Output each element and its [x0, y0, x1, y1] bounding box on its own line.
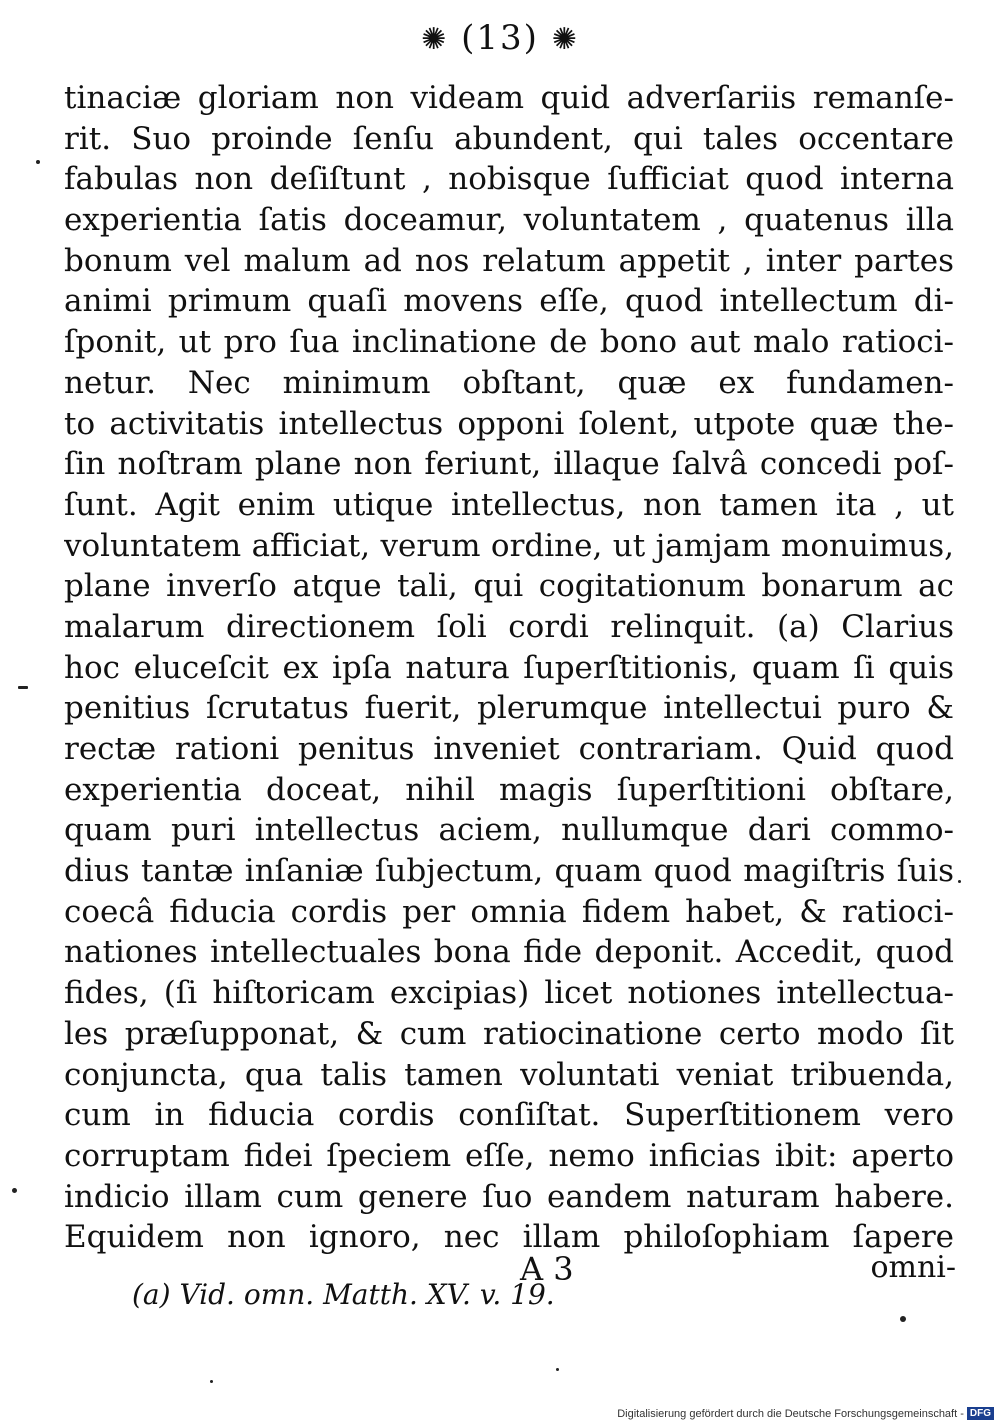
digitization-credit — [617, 1407, 994, 1420]
text-line: ſponit, ut pro ſua inclinatione de bono aut malo ratioci- — [64, 324, 954, 361]
text-line: Equidem non ignoro, nec illam philoſophiam ſapere — [64, 1219, 954, 1256]
text-line: plane inverſo atque tali, qui cogitationum bonarum ac — [64, 568, 954, 605]
text-line: quam puri intellectus aciem, nullumque dari commo- — [64, 812, 954, 849]
text-line: tinaciæ gloriam non videam quid adverſariis remanſe- — [64, 80, 954, 116]
scan-speck — [36, 160, 40, 164]
scan-speck — [556, 1368, 559, 1371]
text-line: conjuncta, qua talis tamen voluntati veniat tribuenda, — [64, 1056, 954, 1093]
body-text — [64, 78, 954, 1258]
scan-speck — [958, 880, 961, 883]
text-line: malarum directionem ſoli cordi relinquit. (a) Clarius — [64, 608, 954, 645]
text-line: nationes intellectuales bona fide deponit. Accedit, quod — [64, 934, 954, 971]
text-line: netur. Nec minimum obſtant, quæ ex fundamen- — [64, 364, 954, 401]
scan-speck — [210, 1380, 213, 1383]
dfg-logo: DFG — [967, 1407, 994, 1420]
text-line: les præſupponat, & cum ratiocinatione certo modo ſit — [64, 1015, 954, 1052]
text-line: fabulas non deſiſtunt , nobisque ſufficiat quod interna — [64, 161, 954, 198]
text-line: indicio illam cum genere ſuo eandem naturam habere. — [64, 1178, 954, 1215]
text-line: cum in fiducia cordis conſiſtat. Superſtitionem vero — [64, 1097, 954, 1134]
scan-speck — [12, 1188, 17, 1193]
text-line: corruptam fidei ſpeciem eſſe, nemo inficias ibit: aperto — [64, 1137, 954, 1174]
text-line: coecâ fiducia cordis per omnia fidem habet, & ratioci- — [64, 893, 954, 930]
text-line: bonum vel malum ad nos relatum appetit , inter partes — [64, 242, 954, 279]
page-number: (13) — [461, 18, 539, 58]
page-header — [0, 18, 1000, 58]
text-line: experientia doceat, nihil magis ſuperſtitioni obſtare, — [64, 771, 954, 808]
text-line: rit. Suo proinde ſenſu abundent, qui tales occentare — [64, 120, 954, 157]
scan-speck — [18, 686, 28, 689]
flower-ornament-icon: ✺ — [551, 22, 579, 57]
credit-text: Digitalisierung gefördert durch die Deutsche Forschungsgemeinschaft - — [617, 1407, 964, 1420]
text-line: hoc eluceſcit ex ipſa natura ſuperſtitionis, quam ſi quis — [64, 649, 954, 686]
flower-ornament-icon: ✺ — [421, 22, 449, 57]
catchword: omni- — [870, 1250, 956, 1285]
text-line: to activitatis intellectus opponi ſolent, utpote quæ the- — [64, 405, 954, 442]
signature-mark: A 3 — [520, 1250, 574, 1288]
text-line: dius tantæ inſaniæ ſubjectum, quam quod magiſtris ſuis — [64, 853, 954, 890]
text-line: experientia ſatis doceamur, voluntatem , quatenus illa — [64, 202, 954, 239]
scan-speck — [900, 1316, 906, 1322]
text-line: penitius ſcrutatus fuerit, plerumque intellectui puro & — [64, 690, 954, 727]
text-line: ſin noſtram plane non feriunt, illaque ſalvâ concedi poſ- — [64, 446, 954, 483]
text-line: animi primum quaſi movens eſſe, quod intellectum di- — [64, 283, 954, 320]
text-line: voluntatem afficiat, verum ordine, ut jamjam monuimus, — [64, 527, 954, 564]
footnote: (a) Vid. omn. Matth. XV. v. 19. — [132, 1278, 555, 1311]
text-line: rectæ rationi penitus inveniet contrariam. Quid quod — [64, 731, 954, 767]
text-line: ſunt. Agit enim utique intellectus, non tamen ita , ut — [64, 486, 954, 523]
text-line: fides, (ſi hiſtoricam excipias) licet notiones intellectua- — [64, 975, 954, 1012]
